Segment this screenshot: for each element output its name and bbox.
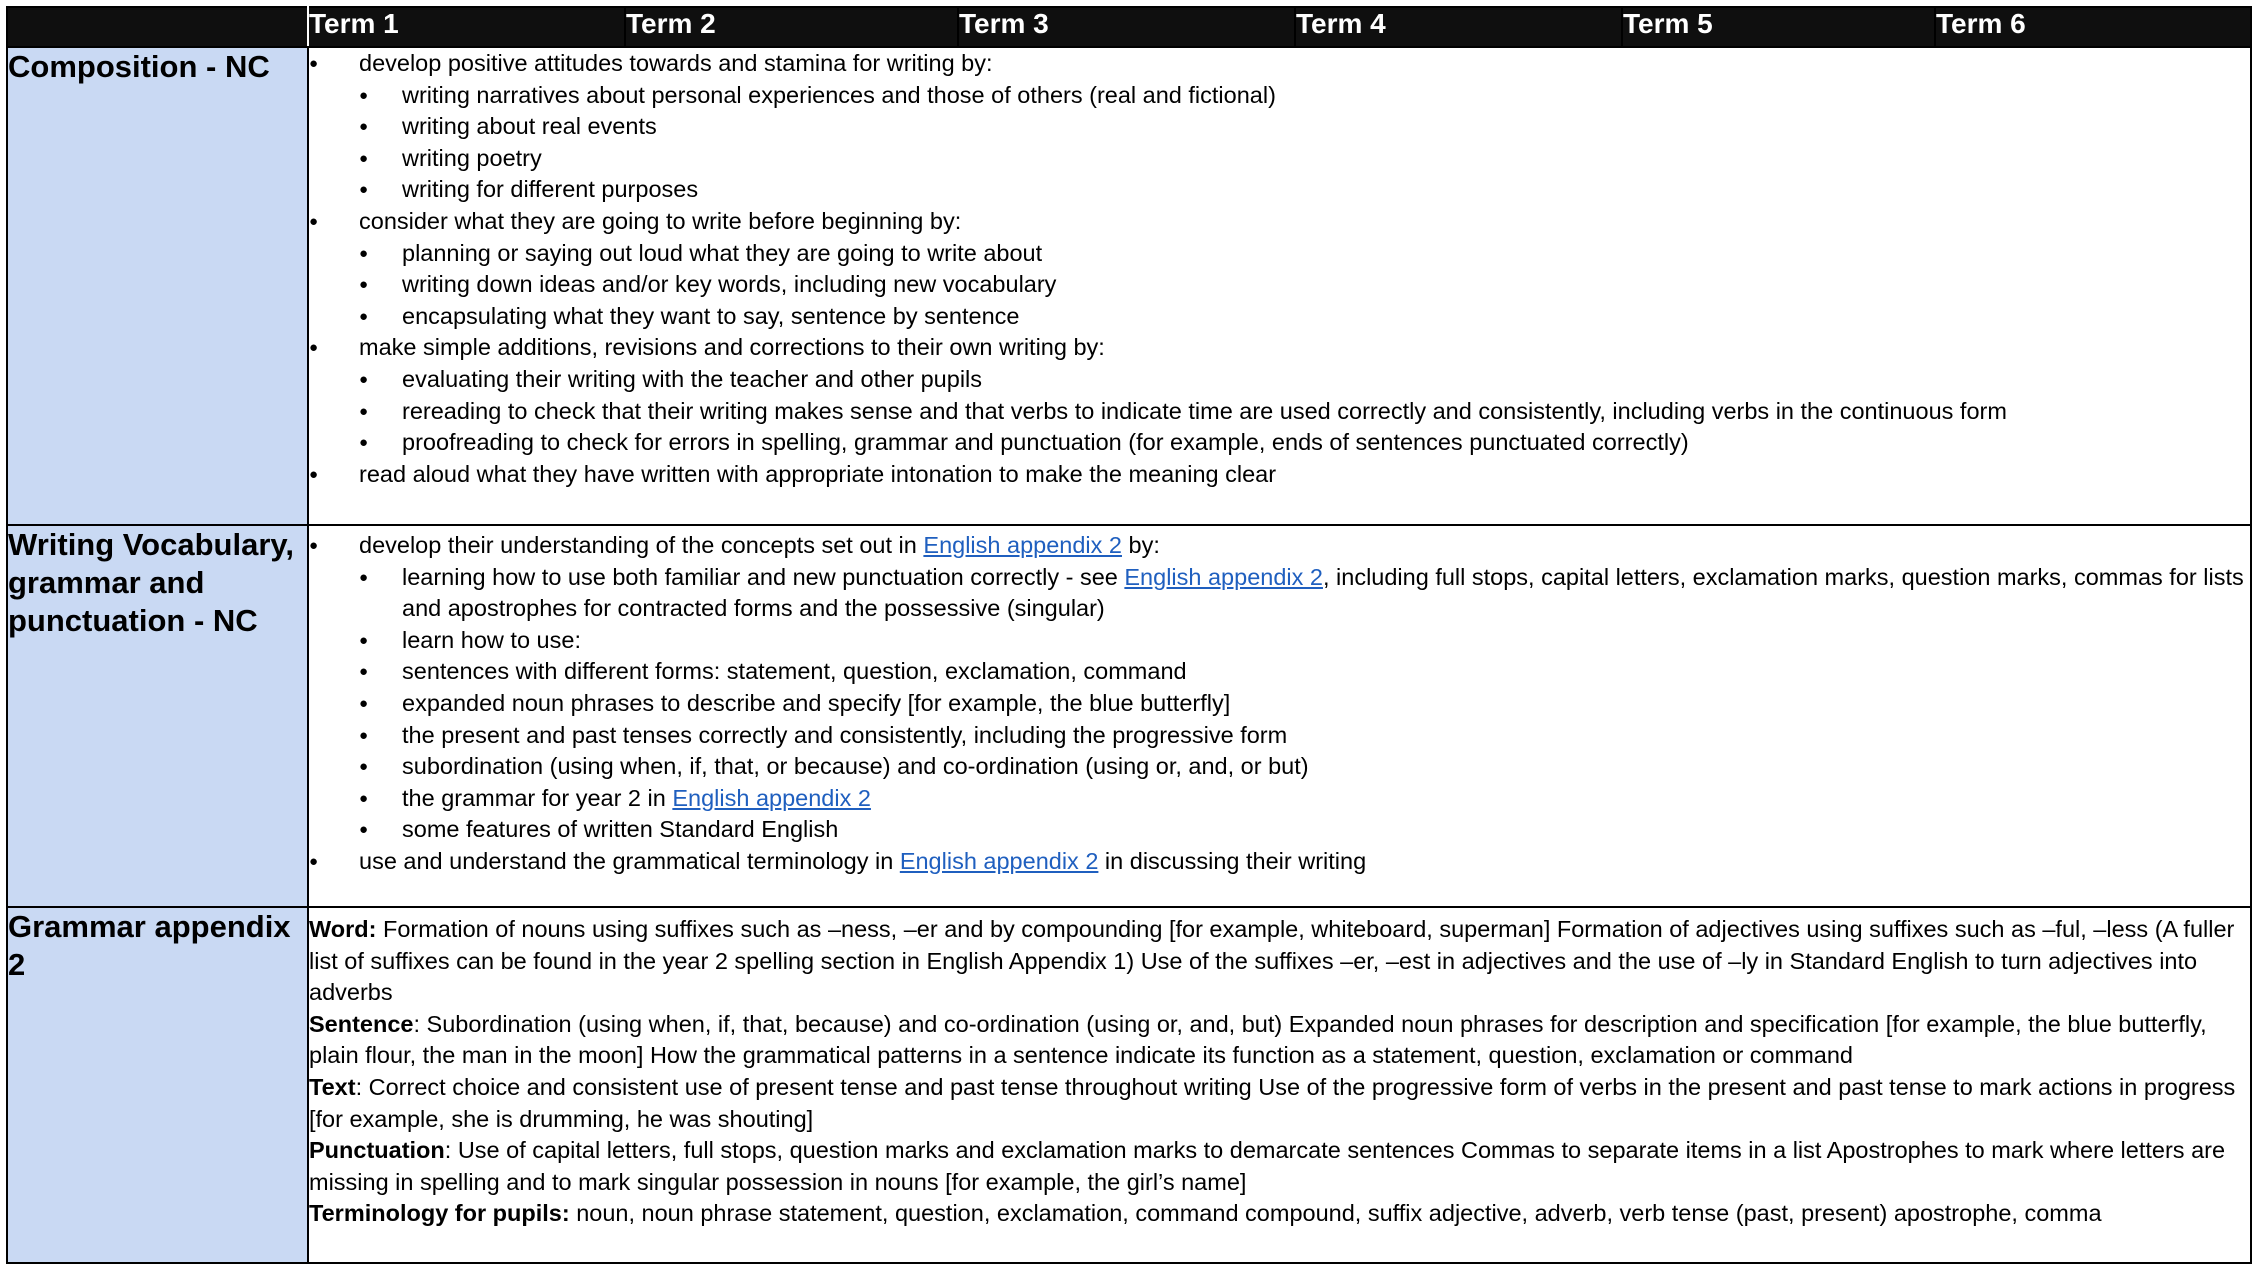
curriculum-table bbox=[6, 6, 2252, 1264]
grammar-punctuation-paragraph: Punctuation: Use of capital letters, full stops, question marks and exclamation marks to demarcate sentences Commas to separate items in a list Apostrophes to mark where letters are missing in spelling and to mark singular possession in nouns [for example, the girl’s name] bbox=[309, 1137, 2226, 1195]
grammar-row bbox=[7, 907, 2251, 1263]
list-item: ● encapsulating what they want to say, sentence by sentence bbox=[359, 301, 2250, 333]
grammar-word-paragraph: Word: Formation of nouns using suffixes such as –ness, –er and by compounding [for example, whiteboard, superman] Formation of adjectives using suffixes such as –ful, –less (A fuller list of suffixes can be found in the year 2 spelling section in English Appendix 1) Use of the suffixes –er, –est in adjectives and the use of –ly in Standard English to turn adjectives into adverbs bbox=[309, 916, 2235, 1006]
curriculum-page bbox=[6, 6, 2252, 1264]
list-item: ● writing narratives about personal experiences and those of others (real and fictional) bbox=[359, 80, 2250, 112]
list-item: ● expanded noun phrases to describe and specify [for example, the blue butterfly] bbox=[359, 688, 2250, 720]
list-item: ● consider what they are going to write before beginning by: ● planning or saying out loud what they are going to write about ● writing down ideas and/or key words, including new vocabulary ● encapsulating what they want to say, sentence by sentence bbox=[309, 206, 2250, 332]
composition-content bbox=[308, 47, 2251, 525]
english-appendix-2-link[interactable]: English appendix 2 bbox=[923, 532, 1122, 558]
list-item: ● rereading to check that their writing makes sense and that verbs to indicate time are used correctly and consistently, including verbs in the continuous form bbox=[359, 396, 2250, 428]
header-term-1: Term 1 bbox=[308, 7, 625, 47]
list-item: ● learn how to use: bbox=[359, 625, 2250, 657]
grammar-terminology-paragraph: Terminology for pupils: noun, noun phrase statement, question, exclamation, command compound, suffix adjective, adverb, verb tense (past, present) apostrophe, comma bbox=[309, 1200, 2102, 1227]
list-item: ● learning how to use both familiar and new punctuation correctly - see English appendix 2, including full stops, capital letters, exclamation marks, question marks, commas for lists and apostrophes for contracted forms and the possessive (singular) bbox=[359, 562, 2250, 625]
list-item: ● read aloud what they have written with appropriate intonation to make the meaning clear bbox=[309, 459, 2250, 491]
header-term-4: Term 4 bbox=[1295, 7, 1622, 47]
list-item: ● writing poetry bbox=[359, 143, 2250, 175]
list-item: ● writing down ideas and/or key words, including new vocabulary bbox=[359, 269, 2250, 301]
list-item: ● proofreading to check for errors in spelling, grammar and punctuation (for example, ends of sentences punctuated correctly) bbox=[359, 427, 2250, 459]
header-term-3: Term 3 bbox=[958, 7, 1295, 47]
vocab-content bbox=[308, 525, 2251, 907]
grammar-content bbox=[308, 907, 2251, 1263]
english-appendix-2-link[interactable]: English appendix 2 bbox=[1124, 563, 1323, 590]
vocab-list bbox=[309, 530, 2250, 878]
sub-list bbox=[359, 238, 2250, 333]
composition-list bbox=[309, 48, 2250, 490]
sub-list bbox=[359, 364, 2250, 459]
grammar-text-paragraph: Text: Correct choice and consistent use of present tense and past tense throughout writing Use of the progressive form of verbs in the present and past tense to mark actions in progress [for example, she is drumming, he was shouting] bbox=[309, 1073, 2236, 1132]
list-item: ● the grammar for year 2 in English appendix 2 bbox=[359, 783, 2250, 815]
list-item: ● make simple additions, revisions and corrections to their own writing by: ● evaluating their writing with the teacher and other pupils ● rereading to check that their writing makes sense and that verbs to indicate time are used correctly and consistently, including verbs in the continuous form ● proofreading to check for errors in spelling, grammar and punctuation (for example, ends of sentences punctuated correctly) bbox=[309, 332, 2250, 458]
english-appendix-2-link[interactable]: English appendix 2 bbox=[899, 847, 1099, 874]
english-appendix-2-link[interactable]: English appendix 2 bbox=[672, 784, 871, 811]
vocab-row bbox=[7, 525, 2251, 907]
list-item: ● the present and past tenses correctly and consistently, including the progressive form bbox=[359, 720, 2250, 752]
sub-list bbox=[359, 80, 2250, 206]
composition-row bbox=[7, 47, 2251, 525]
list-item: ● use and understand the grammatical terminology in English appendix 2 in discussing their writing bbox=[309, 846, 2250, 878]
list-item: ● writing about real events bbox=[359, 111, 2250, 143]
header-corner bbox=[7, 7, 308, 47]
header-term-5: Term 5 bbox=[1622, 7, 1935, 47]
header-row bbox=[7, 7, 2251, 47]
list-item: ● subordination (using when, if, that, or because) and co-ordination (using or, and, or but) bbox=[359, 751, 2250, 783]
list-item: ● some features of written Standard English bbox=[359, 814, 2250, 846]
composition-label: Composition - NC bbox=[7, 47, 308, 525]
list-item: ● evaluating their writing with the teacher and other pupils bbox=[359, 364, 2250, 396]
grammar-label: Grammar appendix 2 bbox=[7, 907, 308, 1263]
list-item: ● develop their understanding of the concepts set out in English appendix 2 by: ● learning how to use both familiar and new punctuation correctly - see English appendix 2, including full stops, capital letters, exclamation marks, question marks, commas for lists and apostrophes for contracted forms and the possessive (singular) ● learn how to use: ● sentences with different forms: statement, question, exclamation, command ● expanded noun phrases to describe and specify [for example, the blue butterfly] ● the present and past tenses correctly and consistently, including the progressive form ● subordination (using when, if, that, or because) and co-ordination (using or, and, or but) ● the grammar for year 2 in English appendix 2 ● some features of written Standard English bbox=[309, 530, 2250, 846]
header-term-2: Term 2 bbox=[625, 7, 958, 47]
list-item: ● develop positive attitudes towards and stamina for writing by: ● writing narratives about personal experiences and those of others (real and fictional) ● writing about real events ● writing poetry ● writing for different purposes bbox=[309, 48, 2250, 206]
list-item: ● writing for different purposes bbox=[359, 174, 2250, 206]
grammar-sentence-paragraph: Sentence: Subordination (using when, if, that, because) and co-ordination (using or, and, but) Expanded noun phrases for description and specification [for example, the blue butterfly, plain flour, the man in the moon] How the grammatical patterns in a sentence indicate its function as a statement, question, exclamation or command bbox=[309, 1010, 2207, 1069]
vocab-label: Writing Vocabulary, grammar and punctuation - NC bbox=[7, 525, 308, 907]
list-item: ● planning or saying out loud what they are going to write about bbox=[359, 238, 2250, 270]
sub-list bbox=[359, 562, 2250, 846]
list-item: ● sentences with different forms: statement, question, exclamation, command bbox=[359, 656, 2250, 688]
header-term-6: Term 6 bbox=[1935, 7, 2251, 47]
